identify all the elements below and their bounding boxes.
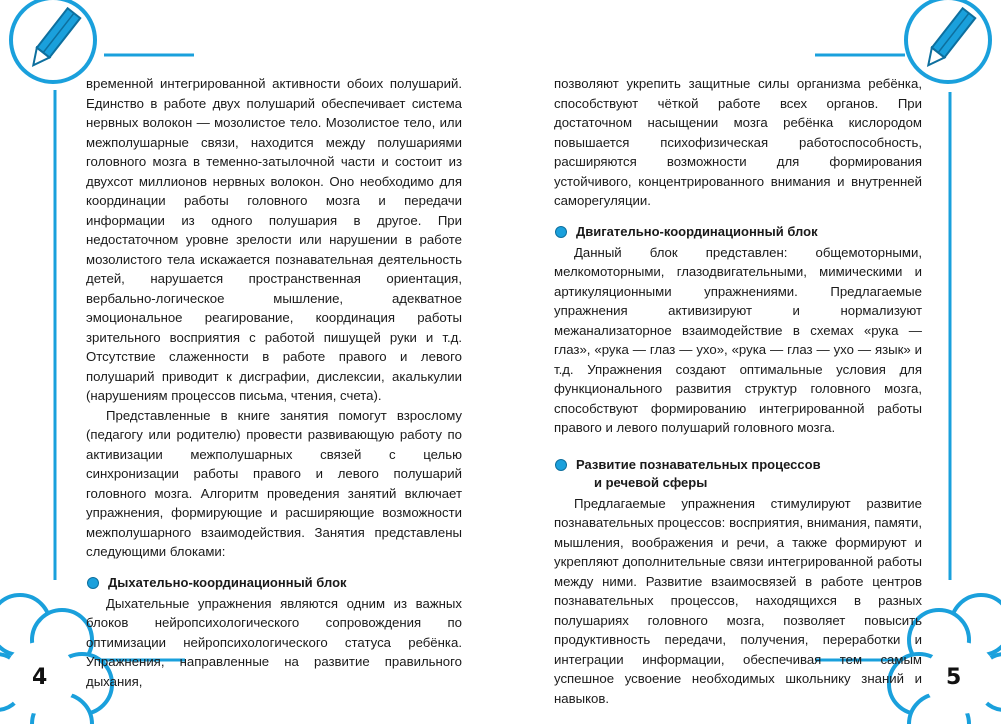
section-heading-motor bbox=[554, 223, 922, 241]
right-paragraph-1: позволяют укрепить защитные силы организма ребёнка, способствуют чёткой работе всех органов. При достаточном насыщении мозга ребёнка кислородом повышается психофизическая работоспособность, расширяются возможности для формирования устойчивого, концентрированного внимания и внутренней саморегуляции. bbox=[554, 76, 922, 208]
bullet-dot-icon bbox=[555, 459, 567, 471]
left-paragraph-3: Дыхательные упражнения являются одним из важных блоков нейропсихологического сопровождения по оптимизации нейропсихологического статуса ребёнка. Упражнения, направленные на развитие правильного дыхания, bbox=[86, 595, 462, 689]
left-page-column bbox=[86, 74, 462, 691]
section-heading-cognitive bbox=[554, 456, 922, 492]
page-number-left: 4 bbox=[32, 665, 48, 690]
left-paragraph-2: Представленные в книге занятия помогут взрослому (педагогу или родителю) провести развивающую работу по активизации межполушарных связей с целью синхронизации работы правого и левого полушарий головного мозга. Алгоритм проведения занятий включает упражнения, формирующие и расширяющие возможности межполушарного взаимодействия. Занятия представлены следующими блоками: bbox=[86, 407, 462, 559]
section-heading-text: Двигательно-координационный блок bbox=[576, 223, 818, 239]
bullet-dot-icon bbox=[555, 226, 567, 238]
section-heading-text-line2: и речевой сферы bbox=[594, 474, 708, 490]
right-paragraph-2: Данный блок представлен: общемоторными, мелкомоторными, глазодвигательными, мимическими и артикуляционными упражнениями. Предлагаемые упражнения активизируют и нормализуют межанализаторное взаимодействие в схемах «рука — глаз», «рука — глаз — ухо», «рука — глаз — ухо — язык» и т.д. Упражнения создают оптимальные условия для функционального развития структур головного мозга, способствуют формированию интегрированной работы правого и левого полушарий головного мозга. bbox=[554, 244, 922, 435]
bullet-dot-icon bbox=[87, 577, 99, 589]
section-heading-text: Дыхательно-координационный блок bbox=[108, 574, 347, 590]
page-number-right: 5 bbox=[946, 665, 962, 690]
right-paragraph-3: Предлагаемые упражнения стимулируют развитие познавательных процессов: восприятия, внимания, памяти, мышления, воображения и речи, а также формируют и укрепляют дополнительные связи интегрированной работы между ними. Развитие взаимосвязей в работе центров познавательных процессов, находящихся в разных полушариях головного мозга, позволяет повысить продуктивность передачи, получения, переработки и интеграции информации, обеспечивая тем самым успешное усвоение необходимых школьнику знаний и навыков. bbox=[554, 495, 922, 706]
right-page-column bbox=[554, 74, 922, 708]
left-paragraph-1: временной интегрированной активности обоих полушарий. Единство в работе двух полушарий обеспечивает система нервных волокон — мозолистое тело. Мозолистое тело, или межполушарные связи, находится между полушариями головного мозга в теменно-затылочной части и состоит из двухсот миллионов нервных волокон. Оно необходимо для координации работы головного мозга и передачи информации из одного полушария в другое. При недостаточном уровне зрелости или нарушении в работе мозолистого тела искажается познавательная деятельность детей, нарушается пространственная ориентация, вербально-логическое мышление, адекватное эмоциональное реагирование, координация работы зрительного восприятия с работой пишущей руки и т.д. Отсутствие слаженности в работе правого и левого полушарий приводит к дисграфии, дислексии, акалькулии (нарушениям процессов письма, чтения, счета). bbox=[86, 76, 462, 403]
section-heading-breathing bbox=[86, 574, 462, 592]
section-heading-text: Развитие познавательных процессов bbox=[576, 456, 821, 472]
